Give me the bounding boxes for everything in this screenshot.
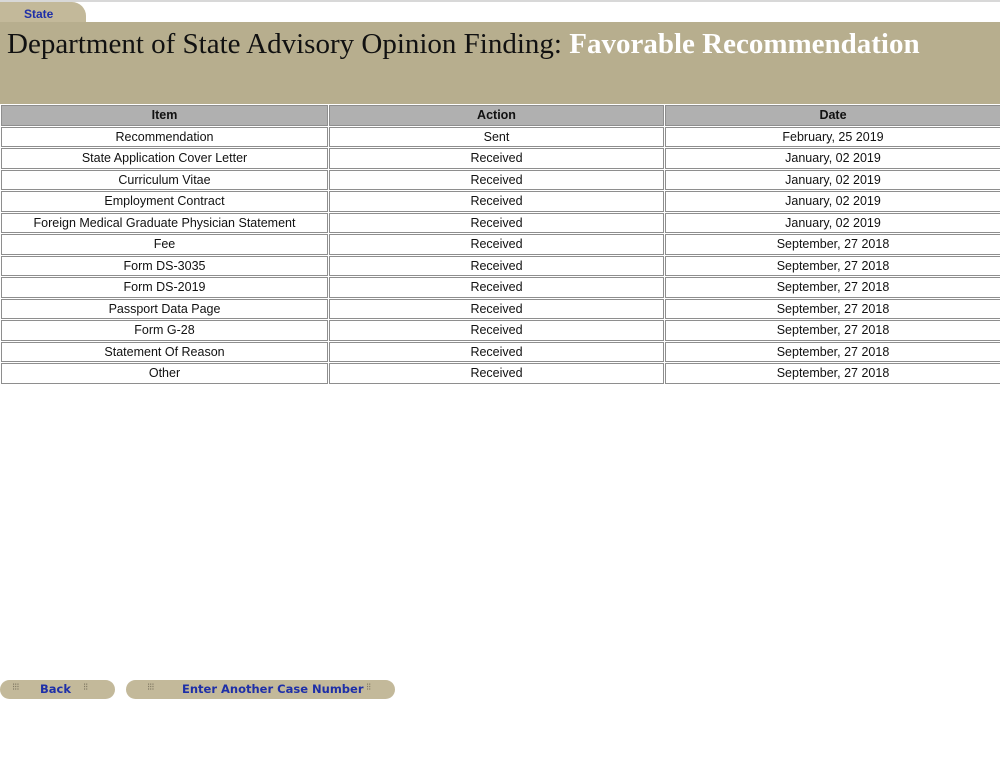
status-badge: Favorable Recommendation xyxy=(569,28,920,60)
table-row xyxy=(1,148,1000,169)
cell-action: Received xyxy=(329,342,664,363)
column-header-action: Action xyxy=(329,105,664,126)
page-title-prefix: Department of State Advisory Opinion Finding: xyxy=(7,28,562,60)
cell-action: Received xyxy=(329,299,664,320)
cell-date: January, 02 2019 xyxy=(665,148,1000,169)
back-button-label: Back xyxy=(40,682,71,696)
cell-item: Other xyxy=(1,363,328,384)
cell-item: State Application Cover Letter xyxy=(1,148,328,169)
page-title xyxy=(7,28,920,61)
table-row xyxy=(1,363,1000,384)
column-header-item: Item xyxy=(1,105,328,126)
cell-date: February, 25 2019 xyxy=(665,127,1000,148)
table-row xyxy=(1,170,1000,191)
tab-state[interactable] xyxy=(0,2,86,24)
cell-action: Received xyxy=(329,213,664,234)
column-header-date: Date xyxy=(665,105,1000,126)
cell-item: Form DS-2019 xyxy=(1,277,328,298)
cell-date: September, 27 2018 xyxy=(665,299,1000,320)
cell-item: Foreign Medical Graduate Physician Statement xyxy=(1,213,328,234)
grip-dots-icon: ⁝⁝ xyxy=(366,682,371,693)
table-row xyxy=(1,320,1000,341)
table-row xyxy=(1,191,1000,212)
case-status-table xyxy=(0,104,1000,385)
cell-item: Form G-28 xyxy=(1,320,328,341)
cell-action: Received xyxy=(329,363,664,384)
cell-action: Received xyxy=(329,277,664,298)
grip-dots-icon: ⁝⁝⁝ xyxy=(12,682,19,693)
table-header-row xyxy=(1,105,1000,126)
cell-action: Received xyxy=(329,320,664,341)
table-row xyxy=(1,234,1000,255)
cell-action: Received xyxy=(329,191,664,212)
cell-item: Passport Data Page xyxy=(1,299,328,320)
tab-state-label: State xyxy=(24,7,54,21)
cell-item: Form DS-3035 xyxy=(1,256,328,277)
cell-action: Received xyxy=(329,148,664,169)
enter-another-case-number-button[interactable] xyxy=(126,680,395,699)
table-row xyxy=(1,342,1000,363)
table-row xyxy=(1,127,1000,148)
cell-date: January, 02 2019 xyxy=(665,191,1000,212)
table-row xyxy=(1,277,1000,298)
case-status-table-wrap xyxy=(0,104,1000,385)
table-row xyxy=(1,213,1000,234)
table-row xyxy=(1,299,1000,320)
top-border xyxy=(0,0,1000,2)
cell-item: Statement Of Reason xyxy=(1,342,328,363)
cell-date: September, 27 2018 xyxy=(665,363,1000,384)
cell-item: Employment Contract xyxy=(1,191,328,212)
cell-date: January, 02 2019 xyxy=(665,213,1000,234)
cell-date: September, 27 2018 xyxy=(665,320,1000,341)
cell-date: September, 27 2018 xyxy=(665,234,1000,255)
cell-item: Fee xyxy=(1,234,328,255)
cell-date: September, 27 2018 xyxy=(665,256,1000,277)
cell-date: January, 02 2019 xyxy=(665,170,1000,191)
cell-item: Recommendation xyxy=(1,127,328,148)
enter-another-case-number-label: Enter Another Case Number xyxy=(182,682,364,696)
cell-action: Received xyxy=(329,170,664,191)
cell-action: Received xyxy=(329,256,664,277)
cell-action: Received xyxy=(329,234,664,255)
cell-date: September, 27 2018 xyxy=(665,277,1000,298)
cell-action: Sent xyxy=(329,127,664,148)
grip-dots-icon: ⁝⁝⁝ xyxy=(147,682,154,693)
table-row xyxy=(1,256,1000,277)
cell-date: September, 27 2018 xyxy=(665,342,1000,363)
grip-dots-icon: ⁝⁝ xyxy=(83,682,88,693)
back-button[interactable] xyxy=(0,680,115,699)
page-header xyxy=(0,22,1000,104)
cell-item: Curriculum Vitae xyxy=(1,170,328,191)
